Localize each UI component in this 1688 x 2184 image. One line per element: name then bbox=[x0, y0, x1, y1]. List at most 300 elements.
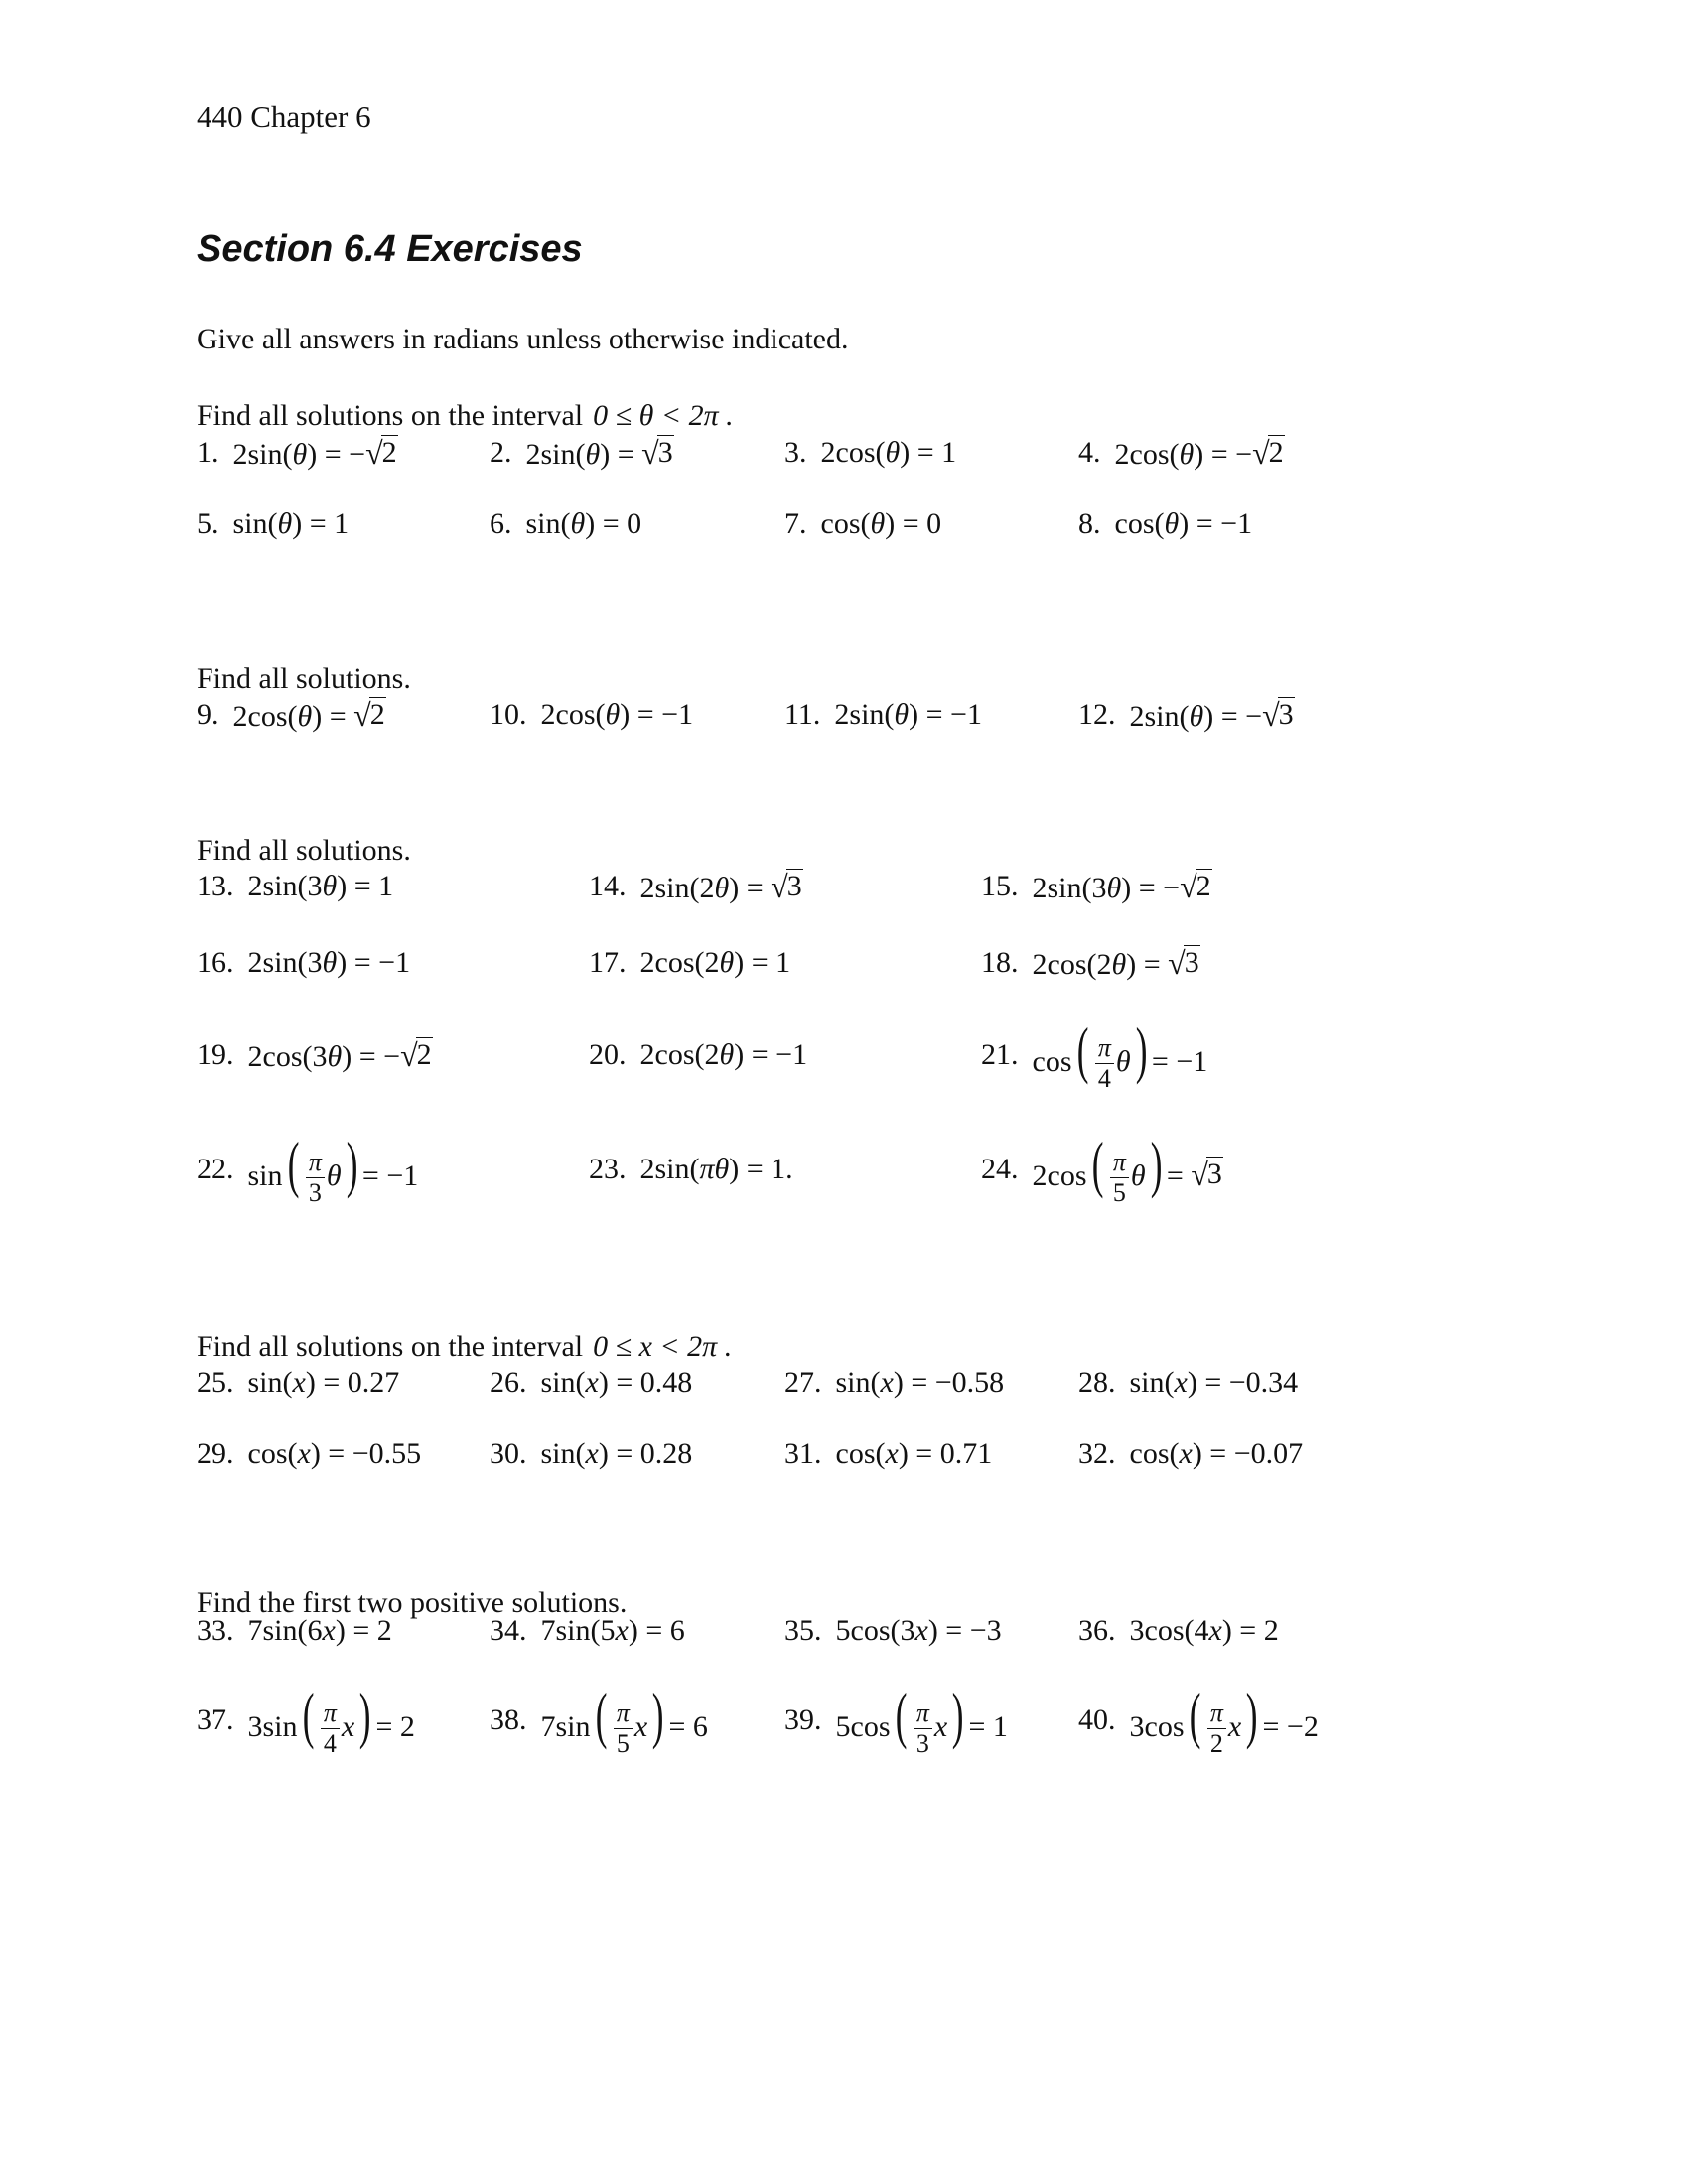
group3-instruction: Find all solutions. bbox=[197, 834, 411, 867]
exercise bbox=[1078, 484, 1252, 564]
equation bbox=[1033, 869, 1212, 905]
equation bbox=[233, 507, 350, 541]
radical-sign: √ bbox=[353, 696, 371, 733]
right-hand-side: ) = 0 bbox=[885, 507, 942, 540]
variable: θ bbox=[1106, 871, 1122, 904]
exercise bbox=[589, 923, 790, 1003]
exercise bbox=[490, 1591, 685, 1671]
right-hand-side: = 1 bbox=[968, 1709, 1008, 1743]
equation bbox=[248, 1366, 400, 1400]
group4-row bbox=[197, 1343, 1487, 1423]
right-paren: ) bbox=[346, 1128, 358, 1199]
exercise-number: 4. bbox=[1078, 436, 1101, 469]
variable: x bbox=[1227, 1709, 1242, 1743]
fraction-denominator: 5 bbox=[616, 1729, 630, 1759]
variable: θ bbox=[1179, 437, 1195, 471]
left-paren: ( bbox=[895, 1679, 908, 1750]
left-hand-side: 2sin( bbox=[525, 437, 586, 471]
radicand: 3 bbox=[1184, 945, 1199, 979]
equation bbox=[835, 1679, 1008, 1759]
equation bbox=[1130, 1366, 1299, 1400]
exercise-number: 14. bbox=[589, 870, 627, 902]
radical-sign: √ bbox=[1252, 434, 1270, 471]
exercise-number: 13. bbox=[197, 870, 234, 902]
variable: x bbox=[615, 1614, 629, 1647]
fraction-numerator: π bbox=[1207, 1701, 1226, 1729]
exercise bbox=[1078, 1681, 1319, 1760]
left-hand-side: 2sin(2 bbox=[639, 871, 715, 904]
equation bbox=[1130, 697, 1295, 734]
variable: θ bbox=[277, 507, 293, 540]
function-name: cos bbox=[1032, 1044, 1072, 1078]
right-hand-side: = 2 bbox=[375, 1709, 415, 1743]
fraction-numerator: π bbox=[614, 1701, 633, 1729]
radicand: 2 bbox=[416, 1037, 432, 1071]
group1-instruction-text: Find all solutions on the interval bbox=[197, 399, 584, 432]
right-hand-side: ) = −0.34 bbox=[1187, 1366, 1299, 1399]
fraction-denominator: 5 bbox=[1112, 1178, 1126, 1208]
variable: θ bbox=[894, 698, 910, 731]
group2-instruction: Find all solutions. bbox=[197, 662, 411, 695]
right-hand-side: ) = bbox=[1126, 947, 1169, 981]
variable: θ bbox=[322, 870, 338, 902]
square-root bbox=[353, 697, 386, 734]
right-hand-side: ) = −1 bbox=[1179, 507, 1253, 540]
exercise bbox=[1078, 1591, 1279, 1671]
right-hand-side: ) = 0.27 bbox=[305, 1366, 400, 1399]
fraction bbox=[614, 1701, 633, 1757]
right-hand-side: ) = 1 bbox=[734, 946, 791, 979]
equation bbox=[526, 507, 642, 541]
exercise bbox=[784, 1591, 1002, 1671]
exercise-number: 19. bbox=[197, 1038, 234, 1071]
equation bbox=[640, 946, 791, 980]
equation bbox=[640, 1153, 793, 1186]
equation bbox=[1130, 1614, 1279, 1648]
fraction-numerator: π bbox=[1110, 1150, 1129, 1178]
equation bbox=[541, 698, 694, 732]
right-hand-side: ) = 1 bbox=[292, 507, 350, 540]
equation bbox=[836, 1614, 1002, 1648]
variable: θ bbox=[719, 946, 735, 979]
equation bbox=[640, 1038, 808, 1072]
exercise bbox=[784, 413, 956, 492]
equation bbox=[247, 1128, 419, 1208]
exercise bbox=[197, 1016, 433, 1095]
exercise-number: 9. bbox=[197, 698, 219, 731]
radicand: 2 bbox=[1268, 435, 1284, 469]
equation bbox=[247, 1679, 415, 1759]
left-hand-side: cos( bbox=[835, 1437, 886, 1470]
exercise bbox=[197, 1343, 399, 1423]
fraction-denominator: 4 bbox=[323, 1729, 337, 1759]
variable: x bbox=[633, 1709, 648, 1743]
left-hand-side: 2sin( bbox=[1129, 699, 1190, 733]
exercise-number: 8. bbox=[1078, 507, 1101, 540]
fraction-numerator: π bbox=[321, 1701, 340, 1729]
equation bbox=[541, 1614, 685, 1648]
equation bbox=[248, 1037, 433, 1074]
variable: x bbox=[1179, 1437, 1193, 1470]
equation bbox=[640, 869, 803, 905]
equation bbox=[821, 507, 942, 541]
variable: θ bbox=[719, 1038, 735, 1071]
exercise bbox=[589, 1016, 807, 1095]
exercise bbox=[197, 413, 398, 492]
left-paren: ( bbox=[1189, 1679, 1201, 1750]
variable: x bbox=[885, 1437, 899, 1470]
exercise-number: 25. bbox=[197, 1366, 234, 1399]
exercise-number: 24. bbox=[981, 1153, 1019, 1185]
exercise bbox=[490, 1343, 692, 1423]
variable: θ bbox=[570, 507, 586, 540]
exercise-number: 15. bbox=[981, 870, 1019, 902]
equation bbox=[540, 1679, 708, 1759]
group5-row bbox=[197, 1591, 1487, 1671]
left-hand-side: sin( bbox=[540, 1366, 586, 1399]
exercise bbox=[197, 923, 410, 1003]
function-name: 3sin bbox=[247, 1709, 298, 1743]
right-hand-side: ) = −1 bbox=[620, 698, 694, 731]
exercise bbox=[981, 1016, 1207, 1095]
variable: θ bbox=[327, 1039, 343, 1073]
group3-row bbox=[197, 847, 1487, 926]
group1-interval: 0 ≤ θ < 2π . bbox=[593, 399, 734, 432]
right-hand-side: = −1 bbox=[361, 1159, 419, 1192]
left-hand-side: 2sin(3 bbox=[247, 946, 323, 979]
variable: x bbox=[933, 1709, 948, 1743]
exercise-number: 27. bbox=[784, 1366, 822, 1399]
fraction bbox=[1095, 1035, 1114, 1092]
right-hand-side: ) = − bbox=[1203, 699, 1263, 733]
exercise bbox=[981, 1130, 1223, 1209]
variable: θ bbox=[605, 698, 621, 731]
general-note: Give all answers in radians unless otherwise indicated. bbox=[197, 323, 849, 355]
fraction bbox=[914, 1701, 932, 1757]
square-root bbox=[641, 435, 674, 472]
group3-row bbox=[197, 1016, 1487, 1095]
right-hand-side: = −1 bbox=[1151, 1044, 1208, 1078]
right-hand-side: ) = 1 bbox=[900, 436, 957, 469]
fraction-denominator: 3 bbox=[308, 1178, 322, 1208]
exercise-number: 34. bbox=[490, 1614, 527, 1647]
left-paren: ( bbox=[595, 1679, 608, 1750]
exercise bbox=[1078, 1415, 1303, 1494]
radicand: 3 bbox=[1206, 1157, 1222, 1190]
left-hand-side: 2cos( bbox=[232, 699, 298, 733]
left-hand-side: 2cos(2 bbox=[639, 946, 720, 979]
left-hand-side: 2cos(2 bbox=[1032, 947, 1112, 981]
group4-row bbox=[197, 1415, 1487, 1494]
right-hand-side: ) = 2 bbox=[335, 1614, 392, 1647]
exercise-number: 40. bbox=[1078, 1704, 1116, 1736]
fraction-numerator: π bbox=[1095, 1035, 1114, 1064]
group5-row bbox=[197, 1681, 1487, 1760]
exercise-number: 29. bbox=[197, 1437, 234, 1470]
group4-interval: 0 ≤ x < 2π . bbox=[593, 1330, 733, 1363]
right-paren: ) bbox=[951, 1679, 964, 1750]
exercise bbox=[589, 1130, 793, 1209]
exercise-number: 30. bbox=[490, 1437, 527, 1470]
exercise bbox=[1078, 413, 1285, 492]
exercise-number: 38. bbox=[490, 1704, 527, 1736]
section-title: Section 6.4 Exercises bbox=[197, 228, 583, 270]
exercise bbox=[784, 1681, 1008, 1760]
left-hand-side: cos( bbox=[247, 1437, 298, 1470]
radical-sign: √ bbox=[641, 434, 659, 471]
equation bbox=[836, 1366, 1005, 1400]
equation bbox=[541, 1366, 693, 1400]
equation bbox=[248, 1437, 422, 1471]
equation bbox=[1032, 1014, 1208, 1094]
exercise bbox=[784, 484, 941, 564]
function-name: 7sin bbox=[540, 1709, 591, 1743]
group3-row bbox=[197, 1130, 1487, 1209]
exercise-number: 12. bbox=[1078, 698, 1116, 731]
right-hand-side: ) = 0.48 bbox=[598, 1366, 693, 1399]
radical-sign: √ bbox=[771, 868, 788, 904]
exercise bbox=[1078, 1343, 1298, 1423]
exercise-number: 7. bbox=[784, 507, 807, 540]
fraction-denominator: 4 bbox=[1097, 1064, 1111, 1094]
variable: θ bbox=[1130, 1159, 1146, 1192]
left-hand-side: 2cos(3 bbox=[247, 1039, 328, 1073]
fraction bbox=[1110, 1150, 1129, 1206]
right-hand-side: ) = 0.28 bbox=[598, 1437, 693, 1470]
function-name: sin bbox=[247, 1159, 283, 1192]
equation bbox=[1033, 945, 1200, 982]
equation bbox=[1115, 435, 1285, 472]
exercise bbox=[490, 1415, 692, 1494]
exercise bbox=[784, 1343, 1004, 1423]
left-hand-side: 2cos( bbox=[540, 698, 606, 731]
equation bbox=[248, 870, 394, 903]
variable: θ bbox=[870, 507, 886, 540]
exercise-number: 33. bbox=[197, 1614, 234, 1647]
left-hand-side: sin( bbox=[835, 1366, 881, 1399]
right-paren: ) bbox=[651, 1679, 664, 1750]
radicand: 3 bbox=[657, 435, 673, 469]
right-paren: ) bbox=[358, 1679, 371, 1750]
variable: θ bbox=[1111, 947, 1127, 981]
left-hand-side: 5cos(3 bbox=[835, 1614, 915, 1647]
variable: θ bbox=[1164, 507, 1180, 540]
exercise bbox=[490, 413, 674, 492]
right-paren: ) bbox=[1245, 1679, 1258, 1750]
left-hand-side: 2sin( bbox=[232, 437, 293, 471]
equation bbox=[1032, 1128, 1223, 1208]
left-hand-side: 2sin( bbox=[834, 698, 895, 731]
right-hand-side: ) = −1 bbox=[734, 1038, 808, 1071]
group4-instruction-text: Find all solutions on the interval bbox=[197, 1330, 584, 1363]
variable: θ bbox=[292, 437, 308, 471]
exercise bbox=[197, 675, 386, 754]
equation bbox=[248, 1614, 392, 1648]
right-hand-side: ) = −3 bbox=[927, 1614, 1002, 1647]
fraction-numerator: π bbox=[306, 1150, 325, 1178]
variable: x bbox=[880, 1366, 894, 1399]
radicand: 3 bbox=[1278, 697, 1294, 731]
left-hand-side: cos( bbox=[1129, 1437, 1180, 1470]
left-hand-side: sin( bbox=[525, 507, 571, 540]
right-hand-side: ) = 6 bbox=[628, 1614, 685, 1647]
right-hand-side: ) = −0.07 bbox=[1192, 1437, 1304, 1470]
right-hand-side: ) = 0.71 bbox=[898, 1437, 993, 1470]
variable: x bbox=[585, 1437, 599, 1470]
left-hand-side: 7sin(5 bbox=[540, 1614, 616, 1647]
exercise-number: 22. bbox=[197, 1153, 234, 1185]
variable: θ bbox=[322, 946, 338, 979]
variable: θ bbox=[326, 1159, 342, 1192]
exercise-number: 10. bbox=[490, 698, 527, 731]
equation bbox=[1130, 1437, 1304, 1471]
exercise bbox=[197, 847, 393, 926]
exercise-number: 3. bbox=[784, 436, 807, 469]
left-paren: ( bbox=[287, 1128, 300, 1199]
right-paren: ) bbox=[1150, 1128, 1163, 1199]
exercise-number: 37. bbox=[197, 1704, 234, 1736]
right-hand-side: ) = 0 bbox=[585, 507, 642, 540]
exercise-number: 1. bbox=[197, 436, 219, 469]
right-hand-side: ) = −1 bbox=[909, 698, 982, 731]
left-hand-side: sin( bbox=[232, 507, 278, 540]
exercise bbox=[197, 1130, 418, 1209]
exercise-number: 5. bbox=[197, 507, 219, 540]
left-paren: ( bbox=[1091, 1128, 1104, 1199]
exercise bbox=[197, 1591, 392, 1671]
group5-instruction: Find the first two positive solutions. bbox=[197, 1586, 628, 1619]
group2-row bbox=[197, 675, 1487, 754]
left-paren: ( bbox=[1076, 1014, 1089, 1085]
square-root bbox=[1191, 1157, 1223, 1193]
right-hand-side: ) = − bbox=[307, 437, 366, 471]
exercise-number: 21. bbox=[981, 1038, 1019, 1071]
exercise-number: 28. bbox=[1078, 1366, 1116, 1399]
equation bbox=[836, 1437, 993, 1471]
right-hand-side: ) = 1. bbox=[729, 1153, 793, 1185]
radicand: 2 bbox=[1196, 869, 1211, 902]
variable: x bbox=[1174, 1366, 1188, 1399]
right-hand-side: = −2 bbox=[1262, 1709, 1319, 1743]
left-hand-side: sin( bbox=[540, 1437, 586, 1470]
exercise-number: 32. bbox=[1078, 1437, 1116, 1470]
left-hand-side: sin( bbox=[247, 1366, 293, 1399]
exercise bbox=[981, 923, 1200, 1003]
left-hand-side: 2sin(3 bbox=[247, 870, 323, 902]
left-hand-side: 7sin(6 bbox=[247, 1614, 323, 1647]
left-hand-side: sin( bbox=[1129, 1366, 1175, 1399]
exercise bbox=[197, 1681, 415, 1760]
left-paren: ( bbox=[302, 1679, 315, 1750]
exercise bbox=[490, 675, 693, 754]
exercise-number: 36. bbox=[1078, 1614, 1116, 1647]
right-hand-side: ) = −0.58 bbox=[893, 1366, 1005, 1399]
left-hand-side: 2cos( bbox=[1114, 437, 1180, 471]
right-hand-side: ) = −0.55 bbox=[310, 1437, 422, 1470]
fraction bbox=[1207, 1701, 1226, 1757]
function-name: 2cos bbox=[1032, 1159, 1087, 1192]
variable: x bbox=[914, 1614, 928, 1647]
exercise bbox=[197, 1415, 421, 1494]
left-hand-side: 3cos(4 bbox=[1129, 1614, 1209, 1647]
exercise-number: 20. bbox=[589, 1038, 627, 1071]
equation bbox=[248, 946, 411, 980]
exercise-number: 2. bbox=[490, 436, 512, 469]
exercise-number: 35. bbox=[784, 1614, 822, 1647]
radical-sign: √ bbox=[1180, 868, 1197, 904]
fraction-denominator: 2 bbox=[1209, 1729, 1223, 1759]
left-hand-side: cos( bbox=[1114, 507, 1165, 540]
exercise-number: 18. bbox=[981, 946, 1019, 979]
variable: θ bbox=[1189, 699, 1204, 733]
exercise bbox=[981, 847, 1212, 926]
exercise bbox=[784, 1415, 992, 1494]
equation bbox=[233, 697, 386, 734]
exercise bbox=[197, 484, 349, 564]
equation bbox=[541, 1437, 693, 1471]
function-name: 5cos bbox=[835, 1709, 891, 1743]
variable: θ bbox=[297, 699, 313, 733]
equation bbox=[1115, 507, 1253, 541]
radical-sign: √ bbox=[1191, 1156, 1208, 1192]
square-root bbox=[1262, 697, 1295, 734]
left-hand-side: 2cos(2 bbox=[639, 1038, 720, 1071]
left-hand-side: 2cos( bbox=[820, 436, 886, 469]
variable: x bbox=[341, 1709, 355, 1743]
fraction bbox=[321, 1701, 340, 1757]
exercise bbox=[589, 847, 803, 926]
right-hand-side: ) = bbox=[729, 871, 772, 904]
variable: πθ bbox=[699, 1153, 730, 1185]
radical-sign: √ bbox=[400, 1036, 418, 1073]
exercise bbox=[490, 1681, 708, 1760]
variable: x bbox=[297, 1437, 311, 1470]
right-paren: ) bbox=[1135, 1014, 1148, 1085]
square-root bbox=[1168, 945, 1200, 982]
right-hand-side: = bbox=[1166, 1159, 1192, 1192]
square-root bbox=[1252, 435, 1285, 472]
fraction bbox=[306, 1150, 325, 1206]
exercise-number: 26. bbox=[490, 1366, 527, 1399]
right-hand-side: = 6 bbox=[668, 1709, 708, 1743]
square-root bbox=[365, 435, 398, 472]
function-name: 3cos bbox=[1129, 1709, 1185, 1743]
fraction-denominator: 3 bbox=[915, 1729, 929, 1759]
group1-row bbox=[197, 413, 1487, 492]
variable: θ bbox=[585, 437, 601, 471]
equation bbox=[834, 698, 982, 732]
variable: θ bbox=[885, 436, 901, 469]
variable: x bbox=[585, 1366, 599, 1399]
right-hand-side: ) = − bbox=[1194, 437, 1253, 471]
exercise-number: 17. bbox=[589, 946, 627, 979]
radicand: 2 bbox=[369, 697, 385, 731]
radical-sign: √ bbox=[1262, 696, 1280, 733]
radicand: 2 bbox=[381, 435, 397, 469]
right-hand-side: ) = 1 bbox=[337, 870, 394, 902]
exercise bbox=[490, 484, 641, 564]
left-hand-side: 2sin(3 bbox=[1032, 871, 1107, 904]
right-hand-side: ) = − bbox=[342, 1039, 401, 1073]
right-hand-side: ) = bbox=[600, 437, 642, 471]
left-hand-side: 2sin( bbox=[639, 1153, 700, 1185]
equation bbox=[821, 436, 957, 470]
variable: θ bbox=[1115, 1044, 1131, 1078]
exercise-number: 39. bbox=[784, 1704, 822, 1736]
square-root bbox=[1180, 869, 1212, 905]
page-header: 440 Chapter 6 bbox=[197, 99, 371, 134]
equation bbox=[1129, 1679, 1319, 1759]
